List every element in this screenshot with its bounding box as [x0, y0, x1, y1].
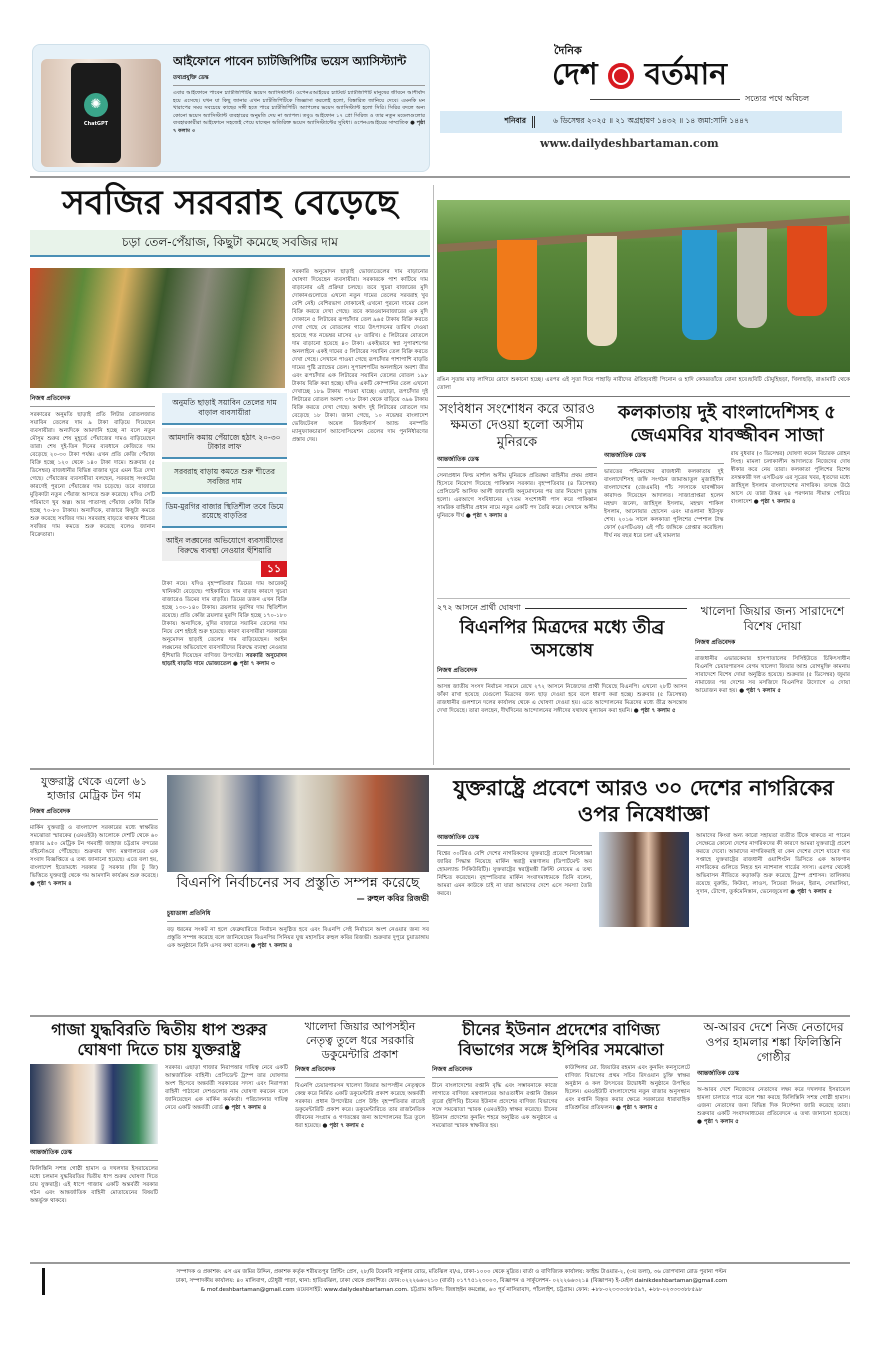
china-story	[432, 1020, 690, 1256]
sidebar-item: আমদানি কমায় পেঁয়াজে হঠাৎ ২০-৩০ টাকার লাফ	[162, 428, 287, 460]
lead-col2: টাকা নয়ে। যদিও বৃহস্পতিবার ডিমের দাম আরেকটু খানিকটা বেড়েছে। পাইকারিতে দাম বাড়ার কারণে খুচরা বাজারেও ডিমের দাম বাড়তি। ডিমের ডজন এখন বিক্রি হচ্ছে ১৩০-১৪০ টাকায়। ব্রয়লার মুরগির দাম স্থিতিশীল রয়েছে। প্রতি কেজি ব্রয়লার মুরগি বিক্রি হচ্ছে ১৭০-১৮০ টাকায়। অন্যদিকে, মুদির বাজারে সয়াবিন তেলের দাম নিয়ে বেশ হইচই শুরু হয়েছে। কারণ ব্যবসায়ীরা সরকারের অনুমোদন ছাড়াই তেলের দাম বাড়িয়েছেন। আইন লঙ্ঘনের অভিযোগে ব্যবসায়ীদের বিরুদ্ধে ব্যবস্থা নেওয়ার হুঁশিয়ারি দিয়েছেন বাণিজ্য উপদেষ্টা। সরকারি অনুমোদন ছাড়াই বাড়তি দামে ভোজ্যতেল ● পৃষ্ঠা ৭ কলাম ৩	[162, 580, 287, 667]
ad-phone-image	[41, 59, 161, 167]
ad-text	[173, 53, 425, 169]
kolkata-body-2: রায় বুধবার (৩ ডিসেম্বর) ঘোষণা করেন বিচারক রোহন সিংহ। মামলা চলাকালীন আদালতে নিজেদের দোষ স্বীকার করে নেয় তারা। কলকাতা পুলিশের বিশেষ তদন্তকারী দল এসটিএফ এর সূত্রের খবর, ধৃতদের মধ্যে জাহিদুল ইসলাম বাংলাদেশের নাগরিক। তদন্তে উঠে আসে যে তারা উত্তর ২৪ পরগনার সীমান্ত পেরিয়ে বাংলাদেশ ● পৃষ্ঠা ৭ কলাম ৪	[730, 451, 850, 505]
ad-byline: তথ্যপ্রযুক্তি ডেস্ক	[173, 75, 425, 86]
kolkata-columns	[604, 450, 850, 596]
masthead-prefix: দৈনিক	[554, 44, 582, 57]
bnp-ready-story	[167, 775, 429, 1012]
divider	[437, 598, 850, 599]
china-byline: নিজস্ব প্রতিবেদক	[432, 1064, 558, 1078]
khaleda-doc-body: বিএনপি চেয়ারপারসন খালেদা জিয়ার আপসহীন নেতৃত্বকে কেন্দ্র করে নির্মিত একটি ডকুমেন্টারি প্রকাশ করেছে অন্তর্বর্তী সরকার। প্রধান উপদেষ্টার প্রেস উইং বৃহস্পতিবার রাতেই ডকুমেন্টারিটি প্রকাশ করে। ডকুমেন্টারিতে তার রাজনৈতিক জীবনের সংগ্রাম ও গণতন্ত্রের জন্য আন্দোলনের চিত্র তুলে ধরা হয়েছে। ● পৃষ্ঠা ৭ কলাম ৫	[295, 1083, 425, 1130]
kristi-noem-photo	[599, 832, 689, 927]
arab-byline: আন্তর্জাতিক ডেস্ক	[697, 1068, 850, 1082]
sidebar-item: আইন লঙ্ঘনের অভিযোগে ব্যবসায়ীদের বিরুদ্ধে ব্যবস্থা নেওয়ার হুঁশিয়ারি	[162, 531, 287, 561]
imprint-footer	[42, 1268, 850, 1295]
tagline-rule	[590, 99, 740, 100]
lead-subhead: চড়া তেল-পেঁয়াজ, কিছুটা কমেছে সবজির দাম	[30, 230, 430, 257]
khaleda-prayer-byline: নিজস্ব প্রতিবেদক	[695, 637, 850, 651]
phone-illustration	[71, 63, 121, 163]
gaza-body-2: সরকার। এছাড়া গাজার নিরাপত্তার দায়িত্ব নেবে একটি আন্তর্জাতিক বাহিনী। প্রেসিডেন্ট ট্রাম্প তার ঘোষণার অংশ হিসেবে অন্তর্বর্তী সরকারের সদস্য এবং নিরাপত্তা বাহিনী পাঠানো দেশগুলোর নাম ঘোষণা করবেন বলে জানিয়েছেন এক মার্কিন কর্মকর্তা। পরিচালনার দায়িত্ব নেবে একটি অন্তর্বর্তী বোর্ড ● পৃষ্ঠা ৭ কলাম ৪	[165, 1065, 288, 1111]
yarn-orange	[497, 240, 537, 360]
gaza-byline: আন্তর্জাতিক ডেস্ক	[30, 1147, 158, 1161]
bnp-allies-byline: নিজস্ব প্রতিবেদক	[437, 665, 687, 679]
badge-row	[162, 561, 287, 577]
khaleda-doc-story	[295, 1020, 425, 1256]
bnp-ready-headline: বিএনপি নির্বাচনের সব প্রস্তুতি সম্পন্ন করেছে	[176, 875, 420, 891]
gaza-story	[30, 1020, 288, 1256]
top-right-block	[437, 200, 850, 596]
bnp-allies-headline: বিএনপির মিত্রদের মধ্যে তীব্র অসন্তোষ	[459, 617, 665, 661]
kolkata-body: ভারতের পশ্চিমবঙ্গের রাজধানী কলকাতায় দুই বাংলাদেশিসহ জঙ্গি সংগঠন জামাআতুল মুজাহিদীন বাংলাদেশের (জেএমবি) পাঁচ সদস্যকে যাবজ্জীবন কারাদণ্ড দিয়েছেন আদালত। সাজাপ্রাপ্তরা হলেন মহম্মদ জনেদ, জাহিদুল ইসলাম, মহম্মদ শাকিল ইসলাম, আনোয়ার হোসেন এবং মাওলানা ইউসুফ শেখ। ২০১৬ সালে কলকাতা পুলিশের স্পেশাল টাস্ক ফোর্স (এসটিএফ) এই পাঁচ জঙ্গিকে গ্রেপ্তার করেছিল। দীর্ঘ নয় বছর ধরে চলা এই মামলার	[604, 469, 724, 539]
china-headline: চীনের ইউনান প্রদেশের বাণিজ্য বিভাগের সঙ্গে ইপিবির সমঝোতা	[458, 1020, 664, 1059]
bnp-allies-story	[437, 602, 687, 764]
bnp-ready-body: বড় ধরনের সংকট না হলে ফেব্রুয়ারিতে নির্বাচন অনুষ্ঠিত হবে এবং বিএনপি সেই নির্বাচনে অংশ নেওয়ার জন্য সব প্রস্তুতি সম্পন্ন করেছে বলে জানিয়েছেন বিএনপির সিনিয়র যুগ্ম মহাসচিব রুহুল কবির রিজভী। শুক্রবার দুপুরে চুয়াডাঙ্গায় এক অনুষ্ঠানে তিনি এসব কথা বলেন। ● পৃষ্ঠা ৭ কলাম ৪	[167, 926, 429, 949]
wheat-body: মার্কিন যুক্তরাষ্ট্র ও বাংলাদেশ সরকারের মধ্যে স্বাক্ষরিত সমঝোতা স্মারকের (এমওইউ) আলোকে দেশটি থেকে ৬০ হাজার ৯৫০ মেট্রিক টন গমবাহী জাহাজ চট্টগ্রাম বন্দরের বহির্নোঙরে পৌঁছেছে। শুক্রবার খাদ্য মন্ত্রণালয়ের এক সংবাদ বিজ্ঞপ্তিতে এ তথ্য জানানো হয়েছে। এতে বলা হয়, বাংলাদেশ ইতোমধ্যে সরকার টু সরকার (জি টু জি) ভিত্তিতে যুক্তরাষ্ট্র থেকে গম আমদানি কার্যক্রম শুরু করেছে। ● পৃষ্ঠা ৭ কলাম ৪	[30, 824, 158, 887]
bangladesh-map-emblem-icon	[608, 63, 634, 89]
date-bar	[440, 111, 842, 133]
divider	[30, 768, 850, 770]
us-ban-col	[437, 832, 592, 1013]
khaleda-prayer-headline: খালেদা জিয়ার জন্য সারাদেশে বিশেষ দোয়া	[700, 604, 845, 633]
us-ban-body: বিশ্বের ৩০টিরও বেশি দেশের নাগরিকদের যুক্তরাষ্ট্রে প্রবেশে নিষেধাজ্ঞা জারির সিদ্ধান্ত নিয়েছে মার্কিন স্বরাষ্ট্র মন্ত্রণালয় (ডিপার্টমেন্ট অব হোমল্যান্ড সিকিউরিটি)। যুক্তরাষ্ট্রের স্বরাষ্ট্রমন্ত্রী ক্রিস্টি নোয়েম এ তথ্য নিশ্চিত করেছেন। বৃহস্পতিবার মার্কিন সংবাদমাধ্যমকে তিনি বলেন, আমরা এমন কাউকে চাই না যারা আমাদের দেশে এসে সমস্যা তৈরি করবে।	[437, 850, 592, 897]
column-divider	[433, 185, 434, 765]
masthead-divider	[30, 176, 850, 178]
munir-body: সেনাপ্রধান ফিল্ড মার্শাল অসীম মুনিরকে প্রতিরক্ষা বাহিনীর প্রথম প্রধান হিসেবে নিয়োগ দিয়েছে পাকিস্তান সরকার। বৃহস্পতিবার (৪ ডিসেম্বর) প্রেসিডেন্ট আসিফ আলী জারদারি অনুমোদনের পর তার নিয়োগ চূড়ান্ত হলো। এরআগে সংবিধানের ২৭তম সংশোধনী পাস করে পাকিস্তান সামরিক বাহিনীর প্রধান নামে নতুন একটি পদ তৈরি করে। সেখানে অসীম মুনিরকে দীর্ঘ ● পৃষ্ঠা ৭ কলাম ৪	[437, 472, 597, 519]
yarn-grey	[737, 228, 767, 328]
lead-col1-block	[30, 393, 155, 763]
us-ban-body-2: আমাদের কিংবা অন্য কারো সহায়তা ব্যতীত টিকে থাকতে না পারেন সেক্ষেত্রে কোনো দেশের নাগরিকদের কী কারণে আমরা যুক্তরাষ্ট্রে প্রবেশ করতে দেবো। আমাদের নাগরিকরাই বা কেন দেশের দেশে যাবে? গত সপ্তাহে যুক্তরাষ্ট্রের রাজধানী ওয়াশিংটন ডিসিতে এক আফগান নাগরিকের গুলিতে নিহত হন ন্যাশনাল গার্ডের সদস্য। এরপর থেকেই অভিবাসন নীতিতে কড়াকড়ি শুরু করেছে ট্রাম্প প্রশাসন। তালিকায় রয়েছে বুরুন্ডি, কিউবা, লাওস, সিয়েরা লিওন, ইরান, সোমালিয়া, সুদান, টোগো, তুর্কমেনিস্তান, ভেনেজুয়েলা ● পৃষ্ঠা ৭ কলাম ৫	[696, 832, 850, 895]
khaleda-prayer-story	[695, 604, 850, 764]
kolkata-story	[604, 402, 850, 596]
masthead	[440, 44, 850, 174]
munir-story	[437, 402, 597, 596]
kolkata-col	[604, 450, 724, 596]
imprint-line: সম্পাদক ও প্রকাশক: এস এম জমির উদ্দিন, প্রকাশক কর্তৃক শরীয়তপুর প্রিন্টিং প্রেস, ২৮/বি টয়েনবি সার্কুলার রোড, মতিঝিল বা/এ, ঢাকা-১০০০ থেকে মুদ্রিত। বার্তা ও বাণিজ্যিক কার্যালয়: ফাইন্ড টাওয়ার-২, (৩য় তলা), ৩৬ তোপখানা রোড পুরানা পল্টন	[176, 1269, 727, 1275]
wheat-byline: নিজস্ব প্রতিবেদক	[30, 806, 158, 820]
khaleda-doc-headline: খালেদা জিয়ার আপসহীন নেতৃত্ব তুলে ধরে সরকারি ডকুমেন্টারি প্রকাশ	[304, 1020, 416, 1061]
khaleda-doc-byline: নিজস্ব প্রতিবেদক	[295, 1064, 425, 1078]
website-link[interactable]: www.dailydeshbartaman.com	[540, 137, 719, 150]
ad-box[interactable]	[32, 44, 430, 172]
top-right-stories	[437, 402, 850, 596]
photo-colored-yarn-drying	[437, 200, 850, 372]
photo-caption: রঙিন সুতায় মাড় লাগিয়ে রোদে শুকানো হচ্ছে। এরপর এই সুতা দিয়ে পাহাড়ি নারীদের ঐতিহ্যবাহী পিনোন ও হাদি কোমরতাঁতে বোনা হবে।ছবিটি চৌমুহিছড়া, খিলাছড়ি, রাঙামাটি থেকে তোলা	[437, 377, 850, 391]
divider	[437, 396, 850, 397]
lead-header	[30, 180, 430, 264]
masthead-tagline: সত্যের পথে অবিচল	[745, 93, 810, 103]
gaza-col	[30, 1064, 158, 1256]
bnp-allies-kicker: ২৭২ আসনে প্রার্থী ঘোষণা	[437, 602, 687, 615]
khaleda-prayer-body: রাজধানীর এভারকেয়ার হাসপাতালের সিসিইউতে চিকিৎসাধীন বিএনপি চেয়ারপারসন বেগম খালেদা জিয়ার আশু রোগমুক্তি কামনায় সারাদেশে বিশেষ দোয়া অনুষ্ঠিত হয়েছে। শুক্রবার (৫ ডিসেম্বর) জুমার নামাজের পর দেশের সব মসজিদে বিএনপির উদ্যোগে এ দোয়া আয়োজন করা হয়। ● পৃষ্ঠা ৭ কলাম ৫	[695, 656, 850, 694]
gaza-headline: গাজা যুদ্ধবিরতি দ্বিতীয় ধাপ শুরুর ঘোষণা দিতে চায় যুক্তরাষ্ট্র	[51, 1020, 267, 1059]
bnp-ready-byline: চুয়াডাঙ্গা প্রতিনিধি	[167, 908, 429, 922]
phone-label: ChatGPT	[83, 121, 109, 127]
chatgpt-logo-icon: ✺	[84, 93, 108, 117]
imprint-line: & mof.deshbartaman@gmail.com ওয়েবসাইট: www.dailydeshbartaman.com. চট্টগ্রাম অফিস: জিন্নাহইন কমপ্লেক্স, ৬৩ পূর্ব নাসিরাবাদ, পাঁচলাইশ, চট্টগ্রাম। ফোন: +৮৮-০২৩৩৩৩৮৮৫৯৭, +৮৮-০২৩৩৩৩৮৮৫৯৮	[200, 1287, 703, 1293]
bnp-ready-quote-by: — রুহুল কবির রিজভী	[356, 893, 429, 903]
bnp-leaders-photo	[167, 775, 429, 872]
page-badge: ১১	[261, 561, 287, 577]
ad-body: এবার আইফোনে পাবেন চ্যাটজিপিটির ভয়েস অ্যাসিস্ট্যান্ট। ওপেনএআইয়ের চ্যাটবট চ্যাটজিপিটি মানুষের জীবনে আশীর্বাদ হয়ে এসেছে। যখন যা কিছু জানার এখন চ্যাটজিপিটিকে জিজ্ঞাসা করলেই হলো, বিস্তারিত জানিয়ে দেবে। এমনকি মন খারাপের সময় সবচেয়ে কাছের সঙ্গী হতে পারে চ্যাটজিপিটি। অ্যাপলের ভয়েস অ্যাসিস্ট্যান্ট হলো সিরি। সিরির বদলে অন্য কোনো ভয়েস অ্যাসিস্ট্যান্ট ব্যবহারের অনুমতি দেয় না অ্যাপল। তবুও আইফোন ১৭ প্রো সিরিজ ও তার নতুন মডেলগুলোর ব্যবহারকারীরা আইফোনে সহজেই পেয়ে যাচ্ছেন অতিরিক্ত ভয়েস অ্যাসিস্ট্যান্টের সুবিধা। ওপেনএআইয়ের সাম্প্রতিক ● পৃষ্ঠা ৭ কলাম ৩	[173, 90, 425, 134]
lead-col1: সরকারের অনুমতি ছাড়াই প্রতি লিটার বোতলজাত সয়াবিন তেলের দাম ৯ টাকা বাড়িয়ে দিয়েছেন ব্যবসায়ীরা। অন্যদিকে আমদানি হচ্ছে না বলে নতুন মৌসুম শুরুর শেষ মুহূর্তে পেঁয়াজের দামও বাড়িয়েছেন তারা। শেষ দুই-তিন দিনের ব্যবধানে কেজিতে দাম বেড়েছে ২০-৩০ টাকা পর্যন্ত। এখন প্রতি কেজি পেঁয়াজ বিক্রি হচ্ছে ১২০ থেকে ১৪০ টাকা দামে। শুক্রবার (৫ ডিসেম্বর) রাজধানীর বিভিন্ন বাজার ঘুরে এমন চিত্র দেখা গেছে। পেঁয়াজের ব্যবসায়ীরা বলছেন, সরবরাহ সংকটের কারণেই পুরনো পেঁয়াজের দাম চড়েছে। তবে বাজারে মুড়িকাটা নতুন পেঁয়াজ আসতে শুরু করেছে। যদিও সেটি পরিমাণে খুব অল্প। আর পাতাসহ পেঁয়াজ কেজি বিক্রি হচ্ছে ৭০-৮০ টাকায়। অন্যদিকে, বাজারে কিছুটা কমতে শুরু করেছে সবজির দাম। সরবরাহ বাড়তে থাকায় শীতের সবজির দাম কমতে শুরু করেছে বলেও জানান বিক্রেতারা।	[30, 412, 155, 538]
munir-headline: সংবিধান সংশোধন করে আরও ক্ষমতা দেওয়া হলো অসীম মুনিরকে	[439, 402, 595, 450]
lead-headline: সবজির সরবরাহ বেড়েছে	[62, 183, 398, 223]
us-ban-columns	[437, 832, 850, 1013]
us-ban-byline: আন্তর্জাতিক ডেস্ক	[437, 832, 592, 846]
lead-col3: সরকারি অনুমোদন ছাড়াই ভোজ্যতেলের দাম বাড়ানোর ঘোষণা দিয়েছেন ব্যবসায়ীরা। সরকারকে পাশ কাটিয়ে দাম বাড়ানোর এই প্রক্রিয়া চলছে। তবে খুচরা বাজারের মুদি দোকানগুলোতে এখনো নতুন দামের তেলের সরবরাহ খুব বেশি নেই। বেশিরভাগ দোকানেই এখনো পুরনো দামের তেল বিক্রি করতে দেখা গেছে। তবে কারওয়ানবাজারের এক মুদি দোকানে ৫ লিটারের রূপচাঁদার তেল ৯৬৫ টাকায় বিক্রি করতে দেখা গেছে যে বোতলের গায়ে উৎপাদনের তারিখ দেওয়া হয়েছে গত নভেম্বর মাসের ২৮ তারিখ। ৫ লিটারের বোতলে দাম বাড়ানো হয়েছে ৪৩ টাকা। একইভাবে স্বপ্ন সুপারশপের অনলাইনে একই দামের ৫ লিটারের সয়াবিন তেল বিক্রি করতে দেখা গেছে। সেখানে পাওয়া গেছে রূপচাঁদার পাশাপাশি বাড়তি দামের পুষ্টি ব্র্যান্ডের তেল। সুপারশপটির অনলাইনে অবশ্য তীর এবং রূপচাঁদার এক লিটারের সয়াবিন তেলের বোতল ১৯৮ টাকায় বিক্রি করা হচ্ছে। যদিও একটি কোম্পানির তেল এখনো দেখাচ্ছে ১৮৯ টাকায় পাওয়া যাচ্ছে। এছাড়া, রূপচাঁদার দুই লিটারের বোতল অবশ্য ৩৭৮ টাকা থেকে বাড়িয়ে ৩৯৬ টাকায় বিক্রি করতে দেখা গেছে। অর্থাৎ দুই লিটারের বোতলে দাম বেড়েছে ১৮ টাকা। জানা গেছে, ১০ নভেম্বর বাংলাদেশ ভেজিটেবল অয়েল রিফাইনার্স অ্যান্ড বনস্পতি ম্যানুফ্যাকচারার্স অ্যাসোসিয়েশন তেলের দাম পুনর্নির্ধারণের প্রস্তাব দেয়।	[292, 269, 428, 443]
tagline-row	[590, 93, 850, 105]
lead-byline: নিজস্ব প্রতিবেদক	[30, 393, 155, 407]
china-columns	[432, 1064, 690, 1256]
lead-sidebar-column	[162, 393, 287, 763]
arab-story	[697, 1020, 850, 1256]
sidebar-item: সরবরাহ বাড়ায় কমতে শুরু শীতের সবজির দাম	[162, 462, 287, 494]
bnp-allies-body: আসন্ন জাতীয় সংসদ নির্বাচন সামনে রেখে ২৭২ আসনে নিজেদের প্রার্থী দিয়েছে বিএনপি। এখনো ২৮টি আসন ফাঁকা রাখা হয়েছে যেগুলো মিত্রদের জন্য ছাড় দেওয়া হবে বলে ধারণা করা হচ্ছে। শুক্রবার (৫ ডিসেম্বর) রাজধানীর গুলশানে দলের কার্যালয় থেকে এ ঘোষণা দেওয়া হয়। এতে আন্দোলনের মিত্রদের মধ্যে তীব্র অসন্তোষ দেখা দিয়েছে। তারা বলছেন, দীর্ঘদিনের আন্দোলনের সঙ্গীদের যথাযথ মূল্যায়ন করা হয়নি। ● পৃষ্ঠা ৭ কলাম ৫	[437, 684, 687, 714]
yarn-blue	[682, 230, 717, 340]
munir-byline: আন্তর্জাতিক ডেস্ক	[437, 454, 597, 468]
footer-divider	[30, 1262, 850, 1264]
gaza-columns	[30, 1064, 288, 1256]
kolkata-byline: আন্তর্জাতিক ডেস্ক	[604, 450, 724, 464]
us-ban-story	[437, 775, 850, 1012]
sidebar-item: ডিম-মুরগির বাজার স্থিতিশীল তবে ডিমে রয়েছে বাড়তির	[162, 497, 287, 529]
yarn-red	[787, 226, 827, 316]
ad-title: আইফোনে পাবেন চ্যাটজিপিটির ভয়েস অ্যাসিস্ট্যান্ট	[173, 54, 407, 68]
china-body: চীনে বাংলাদেশের রপ্তানি বৃদ্ধি এবং সম্ভাবনাকে কাজে লাগাতে বাণিজ্য মন্ত্রণালয়ের আওতাধীন রপ্তানি উন্নয়ন ব্যুরো (ইপিবি) চীনের ইউনান প্রদেশের বাণিজ্য বিভাগের সঙ্গে সমঝোতা স্মারক (এমওইউ) স্বাক্ষর করেছে। চীনের ইউনান প্রদেশের কুনমিং শহরে অনুষ্ঠিত এক অনুষ্ঠানে এ সমঝোতা স্মারক স্বাক্ষরিত হয়।	[432, 1083, 558, 1129]
china-body-2: কাউন্সিলর মো. জিয়াউর রহমান এবং কুনমিং কনস্যুলেটে বাণিজ্য বিভাগের প্রথম সচিব রিদওয়ান চুক্তি স্বাক্ষর অনুষ্ঠান ও কল উৎসবের উদ্বোধনী অনুষ্ঠানে উপস্থিত ছিলেন। এমওইউটি বাংলাদেশের নতুন বাজার অনুসন্ধান এবং রপ্তানি বিস্তৃত করার ক্ষেত্রে সরকারের ধারাবাহিক প্রতিশ্রুতির প্রতিফলন। ● পৃষ্ঠা ৭ কলাম ৫	[564, 1065, 690, 1111]
yarn-cream	[587, 236, 617, 346]
gaza-body: ফিলিস্তিনি সশস্ত্র গোষ্ঠী হামাস ও দখলদার ইসরায়েলের মধ্যে চলমান যুদ্ধবিরতির দ্বিতীয় ধাপ শুরুর ঘোষণা দিতে চায় যুক্তরাষ্ট্র। এই ধাপে গাজায় একটি অন্তর্বর্তী সরকার গঠন এবং আন্তর্জাতিক বাহিনী মোতায়েনের বিষয়টি অন্তর্ভুক্ত থাকবে।	[30, 1166, 158, 1204]
imprint-line: ঢাকা, সম্পাদকীয় কার্যালয়: ৪০ মালিবাগ, চৌধুরী পাড়া, থানা: হাতিরঝিল, ঢাকা থেকে প্রকাশিত। ফোন:০২২২৬৬৩২১৩ (বার্তা) ০১৭৭৫১২৩০০৩, বিজ্ঞাপন ও সার্কুলেশন- ০২২২৬৬৩২১৪ (বিজ্ঞাপন) ই-মেইল dainikdeshbartaman@gmail.com	[175, 1278, 728, 1284]
lead-photo-vegetable-market	[30, 268, 285, 388]
masthead-logo: দেশ বর্তমান	[552, 57, 728, 92]
sidebar-item: অনুমতি ছাড়াই সয়াবিন তেলের দাম বাড়াল ব্যবসায়ীরা	[162, 393, 287, 425]
china-col	[432, 1064, 558, 1256]
wheat-story	[30, 775, 158, 1012]
day-label: শনিবার	[440, 116, 535, 128]
arab-body: অ-আরব দেশে নিজেদের নেতাদের লক্ষ্য করে দখলদার ইসরায়েল হামলা চালাতে পারে বলে শঙ্কা করছে ফিলিস্তিনি সশস্ত্র গোষ্ঠী হামাস। এজন্য নেতাদের জন্য বিভিন্ন দিক নির্দেশনা জারি করেছে তারা। শুক্রবার একটি সংবাদমাধ্যমের প্রতিবেদনে এ তথ্য জানানো হয়েছে। ● পৃষ্ঠা ৭ কলাম ৫	[697, 1087, 850, 1125]
trump-photo	[30, 1064, 158, 1144]
us-ban-headline: যুক্তরাষ্ট্রে প্রবেশে আরও ৩০ দেশের নাগরিকের ওপর নিষেধাজ্ঞা	[453, 776, 834, 827]
arab-headline: অ-আরব দেশে নিজ নেতাদের ওপর হামলার শঙ্কা ফিলিস্তিনি গোষ্ঠীর	[703, 1020, 844, 1064]
date-label: ৬ ডিসেম্বর ২০২৫ ॥ ২১ অগ্রহায়ণ ১৪৩২ ॥ ১৪ জমা:সানি ১৪৪৭	[553, 116, 749, 125]
divider	[30, 1015, 850, 1017]
kolkata-headline: কলকাতায় দুই বাংলাদেশিসহ ৫ জেএমবির যাবজ্জীবন সাজা	[618, 402, 836, 446]
wheat-headline: যুক্তরাষ্ট্র থেকে এলো ৬১ হাজার মেট্রিক টন গম	[41, 775, 147, 802]
